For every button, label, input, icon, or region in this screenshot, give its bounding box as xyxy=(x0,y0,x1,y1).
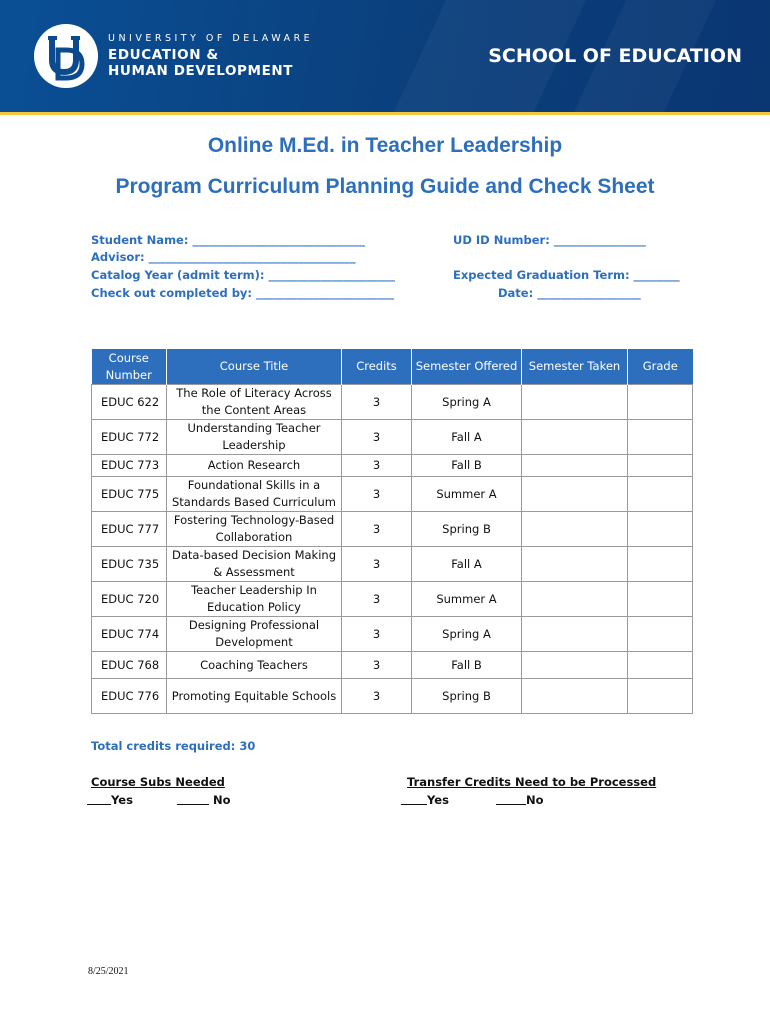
course-title: Action Research xyxy=(167,455,342,477)
semester-offered: Summer A xyxy=(412,582,522,617)
course-credits: 3 xyxy=(342,679,412,714)
course-credits: 3 xyxy=(342,420,412,455)
no-blank[interactable] xyxy=(177,792,209,805)
semester-offered: Fall A xyxy=(412,547,522,582)
semester-taken-cell[interactable] xyxy=(522,617,628,652)
advisor-field[interactable]: Advisor: ____________________________________ xyxy=(91,250,356,264)
semester-offered: Fall B xyxy=(412,652,522,679)
date-field[interactable]: Date: __________________ xyxy=(498,286,641,300)
table-row xyxy=(92,455,693,477)
school-name: SCHOOL OF EDUCATION xyxy=(488,45,742,67)
col-header-semester-offered: Semester Offered xyxy=(412,349,522,385)
course-title: Understanding Teacher Leadership xyxy=(167,420,342,455)
grade-cell[interactable] xyxy=(628,512,693,547)
semester-taken-cell[interactable] xyxy=(522,385,628,420)
no-blank[interactable] xyxy=(496,792,526,805)
course-credits: 3 xyxy=(342,512,412,547)
course-credits: 3 xyxy=(342,582,412,617)
course-number: EDUC 768 xyxy=(92,652,167,679)
yes-label: Yes xyxy=(427,793,449,807)
page-subtitle: Program Curriculum Planning Guide and Check Sheet xyxy=(115,175,655,198)
course-number: EDUC 776 xyxy=(92,679,167,714)
semester-taken-cell[interactable] xyxy=(522,582,628,617)
course-title: Fostering Technology-Based Collaboration xyxy=(167,512,342,547)
course-number: EDUC 720 xyxy=(92,582,167,617)
college-name-line2: HUMAN DEVELOPMENT xyxy=(108,63,294,79)
catalog-year-field[interactable]: Catalog Year (admit term): ______________________ xyxy=(91,268,396,282)
student-name-field[interactable]: Student Name: ______________________________ xyxy=(91,233,365,247)
grade-cell[interactable] xyxy=(628,652,693,679)
course-title: Foundational Skills in a Standards Based Curriculum xyxy=(167,477,342,512)
course-number: EDUC 774 xyxy=(92,617,167,652)
course-number: EDUC 622 xyxy=(92,385,167,420)
course-credits: 3 xyxy=(342,652,412,679)
grade-cell[interactable] xyxy=(628,420,693,455)
course-table xyxy=(91,349,693,714)
footer-date: 8/25/2021 xyxy=(88,966,129,977)
ud-id-field[interactable]: UD ID Number: ________________ xyxy=(453,233,646,247)
university-name: UNIVERSITY OF DELAWARE xyxy=(108,33,314,44)
table-row xyxy=(92,477,693,512)
checkout-field[interactable]: Check out completed by: ________________________ xyxy=(91,286,395,300)
grade-cell[interactable] xyxy=(628,455,693,477)
course-subs-yes-option[interactable] xyxy=(87,792,133,807)
course-subs-no-option[interactable] xyxy=(177,792,231,807)
col-header-course-number: Course Number xyxy=(92,349,167,385)
grade-cell[interactable] xyxy=(628,617,693,652)
semester-offered: Summer A xyxy=(412,477,522,512)
course-title: Designing Professional Development xyxy=(167,617,342,652)
table-row xyxy=(92,547,693,582)
course-credits: 3 xyxy=(342,547,412,582)
total-credits: Total credits required: 30 xyxy=(91,739,256,753)
table-row xyxy=(92,679,693,714)
header-banner xyxy=(0,0,770,112)
grade-cell[interactable] xyxy=(628,547,693,582)
grade-cell[interactable] xyxy=(628,679,693,714)
semester-offered: Fall A xyxy=(412,420,522,455)
course-number: EDUC 777 xyxy=(92,512,167,547)
table-row xyxy=(92,385,693,420)
course-credits: 3 xyxy=(342,385,412,420)
college-name-line1: EDUCATION & xyxy=(108,47,219,63)
graduation-term-field[interactable]: Expected Graduation Term: ________ xyxy=(453,268,680,282)
table-row xyxy=(92,582,693,617)
col-header-course-title: Course Title xyxy=(167,349,342,385)
transfer-credits-heading: Transfer Credits Need to be Processed xyxy=(407,775,657,789)
yes-blank[interactable] xyxy=(401,792,427,805)
table-row xyxy=(92,652,693,679)
transfer-yes-option[interactable] xyxy=(401,792,449,807)
semester-taken-cell[interactable] xyxy=(522,547,628,582)
semester-taken-cell[interactable] xyxy=(522,455,628,477)
no-label: No xyxy=(213,793,231,807)
course-number: EDUC 773 xyxy=(92,455,167,477)
semester-offered: Spring A xyxy=(412,617,522,652)
col-header-credits: Credits xyxy=(342,349,412,385)
course-number: EDUC 735 xyxy=(92,547,167,582)
semester-taken-cell[interactable] xyxy=(522,652,628,679)
page-title: Online M.Ed. in Teacher Leadership xyxy=(207,134,563,157)
semester-taken-cell[interactable] xyxy=(522,477,628,512)
semester-taken-cell[interactable] xyxy=(522,420,628,455)
table-row xyxy=(92,617,693,652)
course-title: Promoting Equitable Schools xyxy=(167,679,342,714)
grade-cell[interactable] xyxy=(628,385,693,420)
course-title: Data-based Decision Making & Assessment xyxy=(167,547,342,582)
gold-divider xyxy=(0,112,770,115)
table-header-row xyxy=(92,349,693,385)
semester-offered: Spring B xyxy=(412,512,522,547)
course-title: Coaching Teachers xyxy=(167,652,342,679)
course-title: The Role of Literacy Across the Content Areas xyxy=(167,385,342,420)
course-credits: 3 xyxy=(342,617,412,652)
yes-blank[interactable] xyxy=(87,792,111,805)
grade-cell[interactable] xyxy=(628,582,693,617)
no-label: No xyxy=(526,793,544,807)
course-title: Teacher Leadership In Education Policy xyxy=(167,582,342,617)
col-header-grade: Grade xyxy=(628,349,693,385)
semester-offered: Spring B xyxy=(412,679,522,714)
col-header-semester-taken: Semester Taken xyxy=(522,349,628,385)
course-subs-heading: Course Subs Needed xyxy=(91,775,225,789)
yes-label: Yes xyxy=(111,793,133,807)
table-row xyxy=(92,420,693,455)
transfer-no-option[interactable] xyxy=(496,792,544,807)
semester-offered: Fall B xyxy=(412,455,522,477)
semester-taken-cell[interactable] xyxy=(522,512,628,547)
grade-cell[interactable] xyxy=(628,477,693,512)
table-row xyxy=(92,512,693,547)
course-number: EDUC 775 xyxy=(92,477,167,512)
course-credits: 3 xyxy=(342,455,412,477)
semester-offered: Spring A xyxy=(412,385,522,420)
semester-taken-cell[interactable] xyxy=(522,679,628,714)
course-number: EDUC 772 xyxy=(92,420,167,455)
course-credits: 3 xyxy=(342,477,412,512)
ud-logo-icon xyxy=(34,24,98,88)
